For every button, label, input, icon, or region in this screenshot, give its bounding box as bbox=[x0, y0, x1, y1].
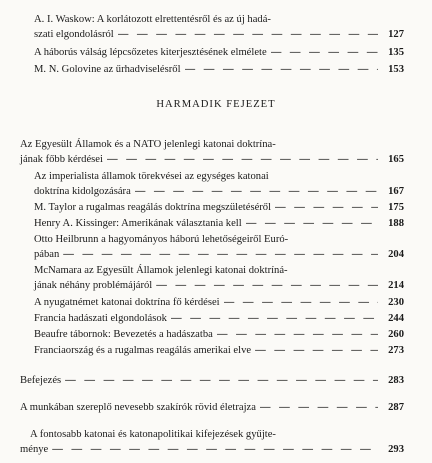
toc-entry-title: McNamara az Egyesült Államok jelenlegi katonai doktríná- bbox=[34, 265, 288, 276]
toc-page-number: 204 bbox=[388, 249, 404, 260]
toc-entry-leader-line bbox=[34, 295, 404, 310]
toc-entry bbox=[34, 216, 404, 231]
toc-page-number: 153 bbox=[388, 64, 404, 75]
toc-entry-title: Francia hadászati elgondolások bbox=[34, 313, 167, 324]
toc-page-number: 175 bbox=[388, 202, 404, 213]
toc-entry bbox=[34, 327, 404, 342]
toc-entry-leader-line bbox=[34, 278, 404, 293]
toc-entry-title: Henry A. Kissinger: Amerikának választania kell bbox=[34, 218, 242, 229]
toc-entry bbox=[34, 263, 404, 293]
toc-entry-title-cont: doktrína kidolgozására bbox=[34, 186, 131, 197]
toc-entry-title: Franciaország és a rugalmas reagálás amerikai elve bbox=[34, 345, 252, 356]
dot-leader bbox=[156, 278, 378, 293]
toc-entry-title: M. N. Golovine az űrhadviselésről bbox=[34, 64, 181, 75]
dot-leader bbox=[255, 343, 378, 358]
dot-leader bbox=[260, 400, 378, 415]
toc-entry-leader-line bbox=[20, 373, 404, 388]
dot-leader bbox=[52, 442, 378, 457]
toc-page-number: 244 bbox=[388, 313, 404, 324]
dot-leader bbox=[217, 327, 378, 342]
toc-entry-title: Az Egyesült Államok és a NATO jelenlegi katonai doktrína- bbox=[20, 139, 276, 150]
toc-entry bbox=[34, 62, 404, 77]
toc-entry bbox=[34, 200, 404, 215]
toc-entry-leader-line bbox=[34, 247, 404, 262]
dot-leader bbox=[171, 311, 378, 326]
dot-leader bbox=[118, 27, 378, 42]
toc-entry-title-cont: ménye bbox=[20, 444, 49, 455]
dot-leader bbox=[271, 45, 378, 60]
toc-entry-title-cont: jának főbb kérdései bbox=[20, 154, 103, 165]
toc-entry-leader-line bbox=[34, 184, 404, 199]
toc-entry-title: Befejezés bbox=[20, 375, 62, 386]
dot-leader bbox=[63, 247, 378, 262]
toc-page-number: 287 bbox=[388, 402, 404, 413]
toc-entry-title: A. I. Waskow: A korlátozott elrettentésről és az új hadá- bbox=[34, 14, 271, 25]
toc-entry bbox=[20, 373, 404, 388]
toc-entry-title-cont: jának néhány problémájáról bbox=[34, 280, 153, 291]
toc-entry-leader-line bbox=[20, 442, 404, 457]
toc-entry-title: Otto Heilbrunn a hagyományos háború lehetőségeiről Euró- bbox=[34, 234, 289, 245]
toc-entry bbox=[20, 137, 404, 167]
toc-entry-title: A munkában szereplő nevesebb szakírók rövid életrajza bbox=[20, 402, 256, 413]
toc-page-number: 167 bbox=[388, 186, 404, 197]
toc-entry-leader-line bbox=[34, 27, 404, 42]
dot-leader bbox=[275, 200, 378, 215]
toc-entry bbox=[34, 169, 404, 199]
toc-page-number: 165 bbox=[388, 154, 404, 165]
toc-page-number: 293 bbox=[388, 444, 404, 455]
dot-leader bbox=[185, 62, 378, 77]
toc-entry-title: A nyugatnémet katonai doktrína fő kérdései bbox=[34, 297, 220, 308]
toc-entry-leader-line bbox=[20, 152, 404, 167]
chapter-heading: HARMADIK FEJEZET bbox=[156, 99, 276, 110]
toc-entry bbox=[20, 400, 404, 415]
toc-page-number: 188 bbox=[388, 218, 404, 229]
dot-leader bbox=[135, 184, 378, 199]
toc-entry-leader-line bbox=[34, 216, 404, 231]
toc-entry-leader-line bbox=[34, 343, 404, 358]
toc-entry-leader-line bbox=[34, 327, 404, 342]
toc-page-number: 127 bbox=[388, 29, 404, 40]
toc-entry bbox=[34, 45, 404, 60]
toc-entry bbox=[34, 343, 404, 358]
toc-entry bbox=[34, 311, 404, 326]
toc-entry-title-cont: szati elgondolásról bbox=[34, 29, 114, 40]
toc-entry-title: Beaufre tábornok: Bevezetés a hadászatba bbox=[34, 329, 213, 340]
toc-entry-leader-line bbox=[34, 62, 404, 77]
toc-entry-title-cont: pában bbox=[34, 249, 60, 260]
dot-leader bbox=[246, 216, 378, 231]
toc-entry-leader-line bbox=[34, 45, 404, 60]
toc-entry bbox=[34, 295, 404, 310]
toc-entry-leader-line bbox=[34, 311, 404, 326]
dot-leader bbox=[107, 152, 378, 167]
dot-leader bbox=[224, 295, 378, 310]
toc-page-number: 135 bbox=[388, 47, 404, 58]
toc-entry-title: Az imperialista államok törekvései az egységes katonai bbox=[34, 171, 269, 182]
toc-entry bbox=[34, 232, 404, 262]
toc-entry-leader-line bbox=[34, 200, 404, 215]
dot-leader bbox=[65, 373, 378, 388]
toc-page-number: 283 bbox=[388, 375, 404, 386]
toc-page-number: 230 bbox=[388, 297, 404, 308]
toc-entry-leader-line bbox=[20, 400, 404, 415]
toc-entry-title: A háborús válság lépcsőzetes kiterjesztésének elmélete bbox=[34, 47, 267, 58]
toc-page-number: 273 bbox=[388, 345, 404, 356]
toc-entry-title: A fontosabb katonai és katonapolitikai kifejezések gyűjte- bbox=[30, 429, 276, 440]
toc-entry bbox=[20, 427, 404, 457]
toc-entry-title: M. Taylor a rugalmas reagálás doktrína megszületéséről bbox=[34, 202, 272, 213]
toc-entry bbox=[34, 12, 404, 42]
toc-page-number: 260 bbox=[388, 329, 404, 340]
toc-page-number: 214 bbox=[388, 280, 404, 291]
